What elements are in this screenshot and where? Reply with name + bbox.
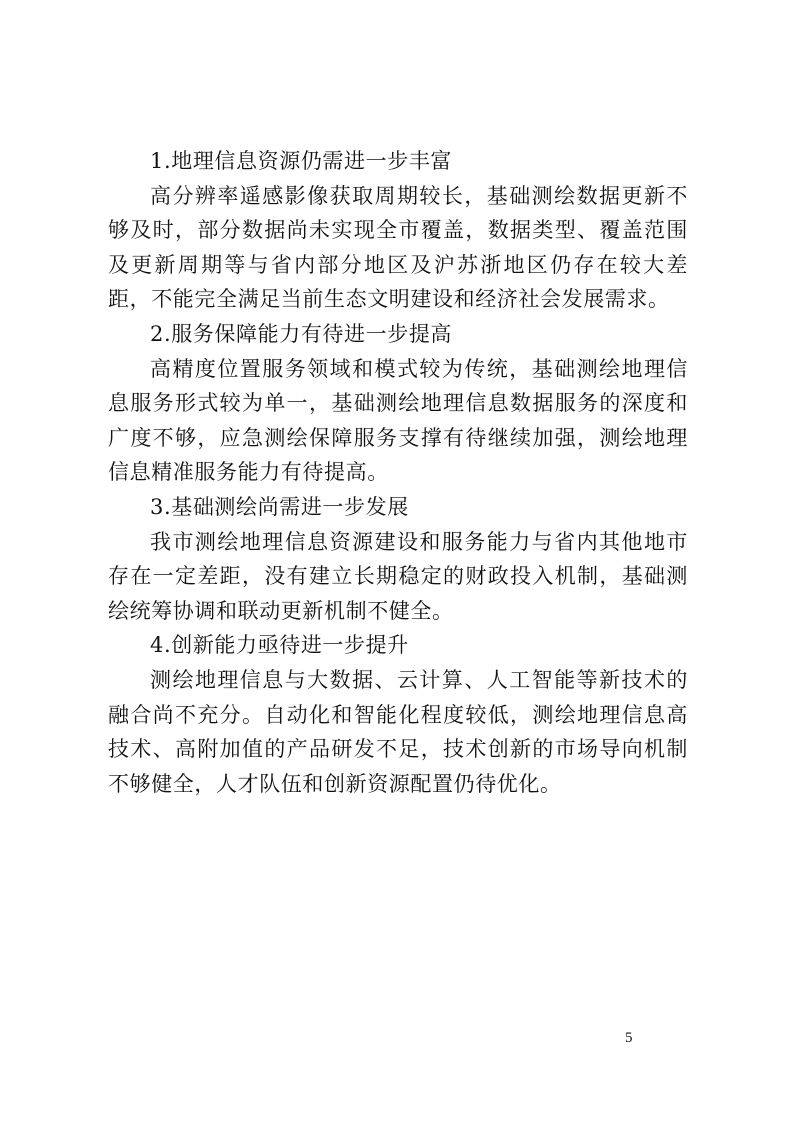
section-paragraph: 我市测绘地理信息资源建设和服务能力与省内其他地市存在一定差距，没有建立长期稳定的财政投入机制，基础测绘统筹协调和联动更新机制不健全。 (108, 529, 688, 623)
section-heading: 3.基础测绘尚需进一步发展 (150, 494, 409, 519)
section-heading: 1.地理信息资源仍需进一步丰富 (150, 149, 453, 173)
section-paragraph: 测绘地理信息与大数据、云计算、人工智能等新技术的融合尚不充分。自动化和智能化程度较低，测绘地理信息高技术、高附加值的产品研发不足，技术创新的市场导向机制不够健全，人才队伍和创新资源配置仍待优化。 (108, 667, 688, 796)
page-number: 5 (625, 1030, 633, 1046)
document-body (108, 144, 688, 801)
section-heading: 2.服务保障能力有待进一步提高 (150, 321, 453, 346)
section-paragraph: 高精度位置服务领域和模式较为传统，基础测绘地理信息服务形式较为单一，基础测绘地理信息数据服务的深度和广度不够，应急测绘保障服务支撑有待继续加强，测绘地理信息精准服务能力有待提高。 (108, 356, 688, 485)
section-heading: 4.创新能力亟待进一步提升 (150, 633, 409, 658)
section-paragraph: 高分辨率遥感影像获取周期较长，基础测绘数据更新不够及时，部分数据尚未实现全市覆盖，数据类型、覆盖范围及更新周期等与省内部分地区及沪苏浙地区仍存在较大差距，不能完全满足当前生态文明建设和经济社会发展需求。 (108, 183, 688, 312)
